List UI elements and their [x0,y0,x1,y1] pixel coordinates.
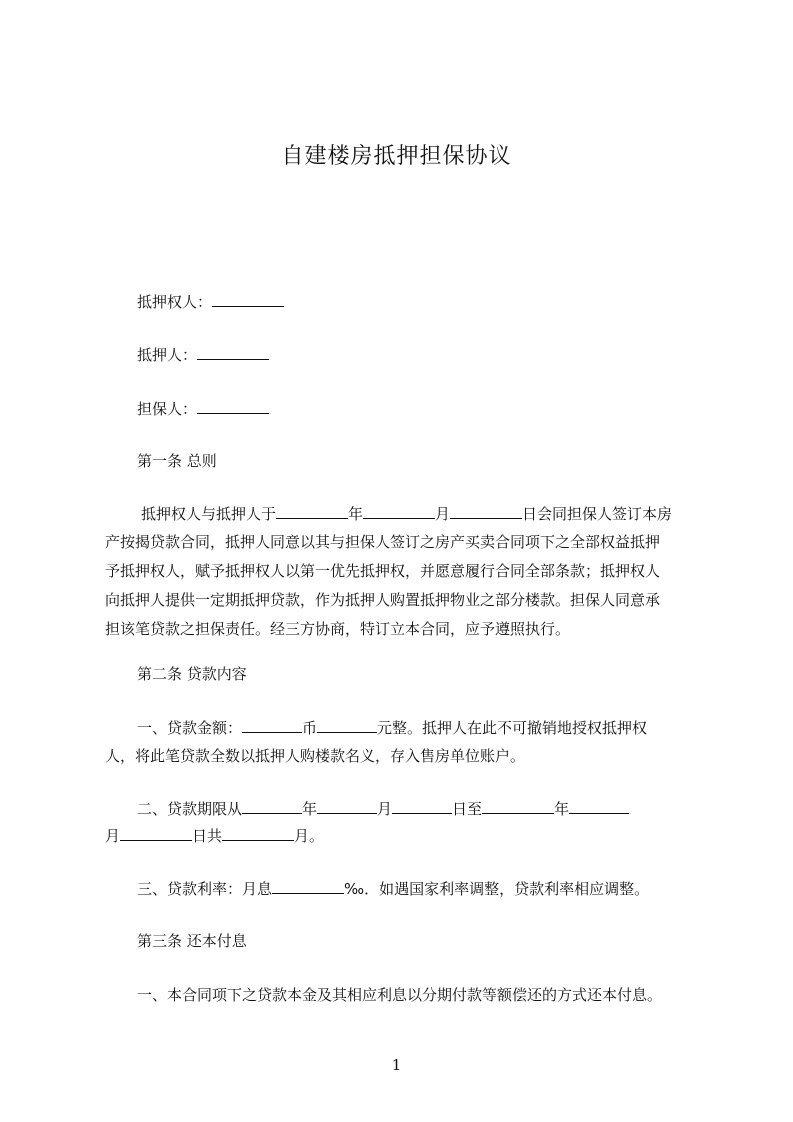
mortgagor-blank [197,344,269,360]
article1-line2: 产按揭贷款合同，抵押人同意以其与担保人签订之房产买卖合同项下之全部权益抵押 [105,533,661,551]
article1-year-blank [276,503,348,519]
guarantor-line [137,398,269,419]
article1-month-label: 月 [435,505,451,523]
article1-line3: 予抵押权人，赋予抵押权人以第一优先抵押权，并愿意履行合同全部条款；抵押权人 [105,562,661,580]
article1-heading: 第一条 总则 [137,452,217,470]
term-start-month-label: 月 [377,800,393,818]
article1-line4: 向抵押人提供一定期抵押贷款，作为抵押人购置抵押物业之部分楼款。担保人同意承 [105,591,661,609]
term-start-day-blank [392,798,452,814]
article3-heading: 第三条 还本付息 [137,932,247,950]
article1-text-a: 抵押权人与抵押人于 [141,505,277,523]
term-end-year-label: 年 [554,800,570,818]
interest-rate-blank [272,878,344,894]
document-title: 自建楼房抵押担保协议 [281,144,512,169]
loan-currency-label: 币 [302,719,318,737]
term-start-day-label: 日至 [452,800,483,818]
term-total-months-blank [222,825,294,841]
article1-month-blank [363,503,435,519]
article1-year-label: 年 [348,505,364,523]
article1-day-blank [450,503,522,519]
loan-amount-blank [317,717,377,733]
article1-line5: 担该笔贷款之担保责任。经三方协商，特订立本合同，应予遵照执行。 [105,620,571,638]
loan-term-label: 二、贷款期限从 [137,800,243,818]
term-end-year-blank [482,798,554,814]
mortgagee-blank [212,291,284,307]
guarantor-blank [197,398,269,414]
term-start-month-blank [317,798,377,814]
article2-heading: 第二条 贷款内容 [137,665,247,683]
term-start-year-blank [242,798,302,814]
mortgagor-line [137,344,269,365]
term-start-year-label: 年 [302,800,318,818]
page-number: 1 [391,1056,402,1074]
term-end-month-label: 月 [105,827,121,845]
guarantor-label: 担保人： [137,400,198,418]
article1-line1 [141,503,672,524]
article1-text-d: 日会同担保人签订本房 [522,505,673,523]
article2-item2-line2 [105,825,324,846]
loan-currency-blank [242,717,302,733]
article3-item1: 一、本合同项下之贷款本金及其相应利息以分期付款等额偿还的方式还本付息。 [137,986,663,1004]
article2-item1-line2: 人，将此笔贷款全数以抵押人购楼款名义，存入售房单位账户。 [105,747,526,765]
loan-amount-label: 一、贷款金额： [137,719,243,737]
article2-item2-line1 [137,798,629,819]
interest-rate-text: ‰．如遇国家利率调整，贷款利率相应调整。 [344,880,650,898]
loan-amount-text: 元整。抵押人在此不可撤销地授权抵押权 [377,719,648,737]
term-end-day-label: 日共 [192,827,223,845]
term-end-day-blank [120,825,192,841]
term-end-month-blank-a [569,798,629,814]
interest-rate-label: 三、贷款利率：月息 [137,880,273,898]
mortgagor-label: 抵押人： [137,346,198,364]
mortgagee-line [137,291,284,312]
article2-item3 [137,878,649,899]
term-total-months-label: 月。 [294,827,325,845]
article2-item1-line1 [137,717,647,738]
mortgagee-label: 抵押权人： [137,293,213,311]
